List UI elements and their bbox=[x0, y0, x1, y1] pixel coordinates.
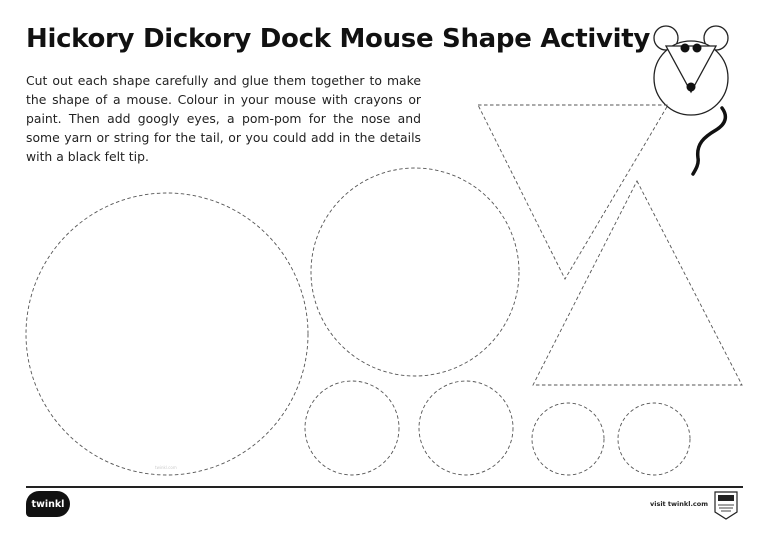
quality-badge-icon bbox=[713, 490, 739, 520]
watermark-text: twinkl.com bbox=[155, 465, 177, 470]
head-circle bbox=[311, 168, 519, 376]
ear-circle-left bbox=[305, 381, 399, 475]
small-circle-right bbox=[618, 403, 690, 475]
page-title: Hickory Dickory Dock Mouse Shape Activity bbox=[26, 24, 651, 54]
ear-circle-right bbox=[419, 381, 513, 475]
twinkl-logo[interactable]: twinkl bbox=[26, 491, 70, 517]
upright-triangle bbox=[533, 181, 742, 385]
footer-divider bbox=[26, 486, 743, 488]
visit-link[interactable]: visit twinkl.com bbox=[650, 500, 709, 508]
instructions-paragraph: Cut out each shape carefully and glue them together to make the shape of a mouse. Colour in your mouse with crayons or paint. Then add googly eyes, a pom-pom for the nose and some yarn or string for the tail, or you could add in the details with a black felt tip. bbox=[26, 73, 421, 164]
inverted-triangle bbox=[478, 105, 668, 279]
large-body-circle bbox=[26, 193, 308, 475]
small-circle-left bbox=[532, 403, 604, 475]
